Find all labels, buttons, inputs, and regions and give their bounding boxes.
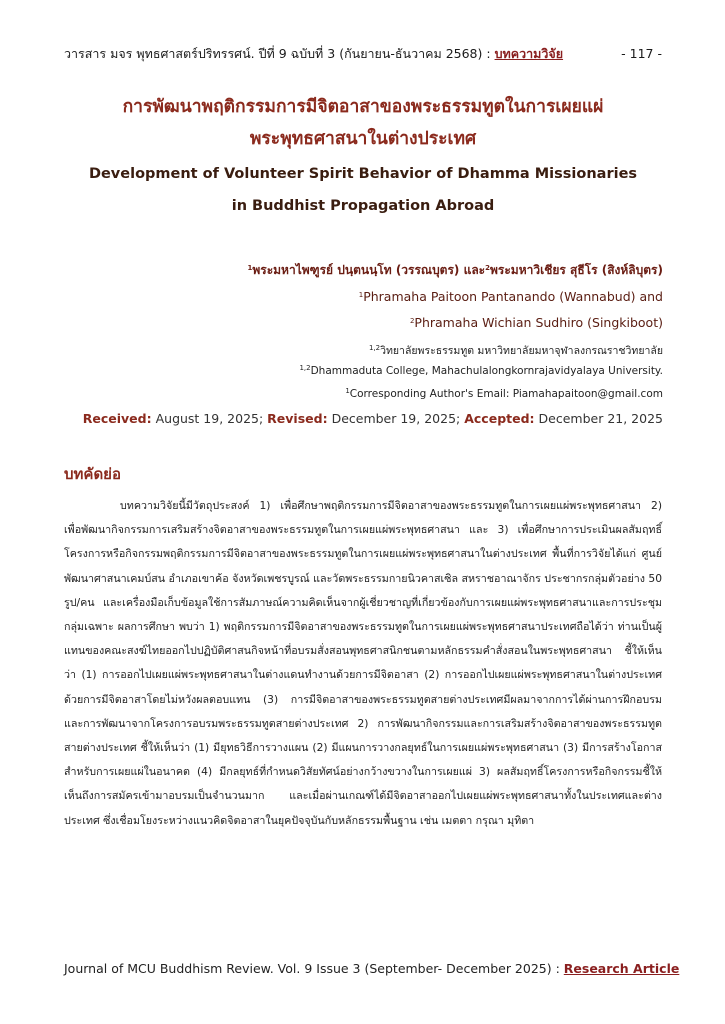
author-english-name-2: Phramaha Wichian Sudhiro (Singkiboot) [414,315,663,330]
author-english-1 [359,289,663,304]
author-english-2 [410,315,663,330]
revised-label: Revised: [267,411,328,426]
received-date: August 19, 2025; [155,411,264,426]
author-english-sup-2: 2 [409,317,415,325]
affiliation-thai-text: วิทยาลัยพระธรรมทูต มหาวิทยาลัยมหาจุฬาลงกรณราชวิทยาลัย [380,345,663,357]
footer-article-type-link[interactable]: Research Article [563,961,680,976]
author-english-sup-1: 1 [358,291,364,299]
abstract-heading: บทคัดย่อ [64,465,121,483]
running-header [64,46,662,62]
affiliation-english-sup: 1,2 [299,364,311,372]
affiliation-english-text: Dhammaduta College, Mahachulalongkornrajavidyalaya University. [310,365,663,377]
received-label: Received: [82,411,152,426]
affiliation-thai-sup: 1,2 [368,344,381,352]
title-english-line-2: in Buddhist Propagation Abroad [231,198,495,214]
journal-header-text: วารสาร มจร พุทธศาสตร์ปริทรรศน์. ปีที่ 9 ฉบับที่ 3 (กันยายน-ธันวาคม 2568) : [64,46,495,61]
corresponding-email [345,388,663,400]
author-thai-name-1: พระมหาไพฑูรย์ ปนฺตนนฺโท (วรรณบุตร) และ [252,263,486,277]
footer-journal-text: Journal of MCU Buddhism Review. Vol. 9 Issue 3 (September- December 2025) : [64,961,564,976]
title-thai-line-2: พระพุทธศาสนาในต่างประเทศ [249,129,477,149]
article-type-link[interactable]: บทความวิจัย [494,46,564,61]
accepted-label: Accepted: [464,411,535,426]
accepted-date: December 21, 2025 [538,411,663,426]
title-thai-line-1: การพัฒนาพฤติกรรมการมีจิตอาสาของพระธรรมทูตในการเผยแผ่ [122,97,604,117]
submission-dates [83,411,663,426]
authors-thai [247,261,663,280]
running-footer [64,961,680,976]
email-text: Corresponding Author's Email: Piamahapaitoon@gmail.com [349,388,663,400]
author-thai-name-2: พระมหาวิเชียร สุธีโร (สิงห์ลิบุตร) [490,263,663,277]
author-thai-sup-1: 1 [247,264,253,272]
affiliation-thai [369,342,663,359]
revised-date: December 19, 2025; [331,411,461,426]
author-english-name-1: Phramaha Paitoon Pantanando (Wannabud) and [363,289,663,304]
author-thai-sup-2: 2 [485,264,490,272]
abstract-body: บทความวิจัยนี้มีวัตถุประสงค์ 1) เพื่อศึกษาพฤติกรรมการมีจิตอาสาของพระธรรมทูตในการเผยแผ่พระพุทธศาสนา 2) เพื่อพัฒนากิจกรรมการเสริมสร้างจิตอาสาของพระธรรมทูตในการเผยแผ่พระพุทธศาสนา และ 3) เพื่อศึกษาการประเมินผลสัมฤทธิ์โครงการหรือกิจกรรมพฤติกรรมการมีจิตอาสาของพระธรรมทูตในการเผยแผ่พระพุทธศาสนาในต่างประเทศ พื้นที่การวิจัยได้แก่ ศูนย์พัฒนาศาสนาเคมบ์สน อำเภอเขาค้อ จังหวัดเพชรบูรณ์ และวัดพระธรรมกายนิวคาสเซิล สหราชอาณาจักร ประชากรกลุ่มตัวอย่าง 50 รูป/คน และเครื่องมือเก็บข้อมูลใช้การสัมภาษณ์ความคิดเห็นจากผู้เชี่ยวชาญที่เกี่ยวข้องกับการเผยแผ่พระพุทธศาสนาและการประชุมกลุ่มเฉพาะ ผลการศึกษา พบว่า 1) พฤติกรรมการมีจิตอาสาของพระธรรมทูตในการเผยแผ่พระพุทธศาสนาประเทศถือได้ว่า ท่านเป็นผู้แทนของคณะสงฆ์ไทยออกไปปฏิบัติศาสนกิจหน้าที่อบรมสั่งสอนพุทธศาสนิกชนตามหลักธรรมคำสั่งสอนในพระพุทธศาสนา ชี้ให้เห็นว่า (1) การออกไปเผยแผ่พระพุทธศาสนาในต่างแดนทำงานด้วยการมีจิตอาสา (2) การออกไปเผยแผ่พระพุทธศาสนาในต่างประเทศด้วยการมีจิตอาสาโดยไม่หวังผลตอบแทน (3) การมีจิตอาสาของพระธรรมทูตสายต่างประเทศมีผลมาจากการได้ผ่านการฝึกอบรมและการพัฒนาจากโครงการอบรมพระธรรมทูตสายต่างประเทศ 2) การพัฒนากิจกรรมและการเสริมสร้างจิตอาสาของพระธรรมทูตสายต่างประเทศ ชี้ให้เห็นว่า (1) มียุทธวิธีการวางแผน (2) มีแผนการวางกลยุทธ์ในการเผยแผ่พระพุทธศาสนา (3) มีการสร้างโอกาสสำหรับการเผยแผ่ในอนาคต (4) มีกลยุทธ์ที่กำหนดวิสัยทัศน์อย่างกว้างขวางในการเผยแผ่ 3) ผลสัมฤทธิ์โครงการหรือกิจกรรมชี้ให้เห็นถึงการสมัครเข้ามาอบรมเป็นจำนวนมาก และเมื่อผ่านเกณฑ์ได้มีจิตอาสาออกไปเผยแผ่พระพุทธศาสนาทั้งในประเทศและต่างประเทศ ซึ่งเชื่อมโยงระหว่างแนวคิดจิตอาสาในยุคปัจจุบันกับหลักธรรมพื้นฐาน เช่น เมตตา กรุณา มุทิตา [64,499,662,827]
email-sup: 1 [345,387,350,395]
title-english-line-1: Development of Volunteer Spirit Behavior of Dhamma Missionaries [88,166,638,182]
affiliation-english [299,365,663,377]
page-number: - 117 - [621,46,662,61]
